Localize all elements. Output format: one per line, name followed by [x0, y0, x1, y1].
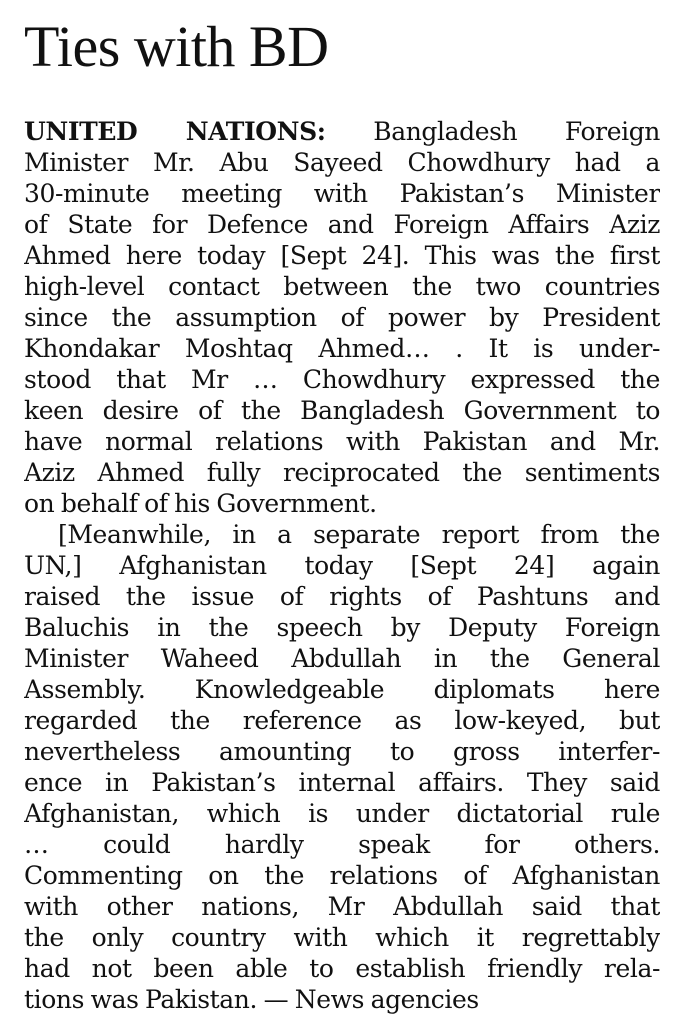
- paragraph-2: [24, 519, 660, 1015]
- news-article: [24, 0, 660, 1015]
- text-line: had not been able to establish friendly rela-: [24, 954, 660, 983]
- text-line: … could hardly speak for others.: [24, 830, 660, 859]
- text-line: Afghanistan, which is under dictatorial rule: [24, 799, 660, 828]
- text-line: raised the issue of rights of Pashtuns and: [24, 582, 660, 611]
- headline: Ties with BD: [24, 14, 329, 79]
- text-line: on behalf of his Government.: [24, 489, 377, 518]
- text-line: Khondakar Moshtaq Ahmed… . It is under-: [24, 334, 660, 363]
- text-line: with other nations, Mr Abdullah said that: [24, 892, 660, 921]
- paragraph-1: [24, 116, 660, 519]
- text-line: regarded the reference as low-keyed, but: [24, 706, 660, 735]
- text-line: Assembly. Knowledgeable diplomats here: [24, 675, 660, 704]
- text-line: nevertheless amounting to gross interfer-: [24, 737, 660, 766]
- text-line: stood that Mr … Chowdhury expressed the: [24, 365, 660, 394]
- text-line: ence in Pakistan’s internal affairs. They said: [24, 768, 660, 797]
- text-line: Ahmed here today [Sept 24]. This was the first: [24, 241, 660, 270]
- text-line: since the assumption of power by President: [24, 303, 660, 332]
- text-line: tions was Pakistan. — News agencies: [24, 985, 479, 1014]
- text-line: Aziz Ahmed fully reciprocated the sentiments: [24, 458, 660, 487]
- text-line: Minister Waheed Abdullah in the General: [24, 644, 660, 673]
- dateline: UNITED NATIONS:: [24, 117, 326, 146]
- text-line: Baluchis in the speech by Deputy Foreign: [24, 613, 660, 642]
- text-line-content: Bangladesh Foreign: [325, 117, 660, 146]
- text-line: Minister Mr. Abu Sayeed Chowdhury had a: [24, 148, 660, 177]
- text-line: keen desire of the Bangladesh Government to: [24, 396, 660, 425]
- text-line: Commenting on the relations of Afghanistan: [24, 861, 660, 890]
- text-line: [24, 116, 660, 147]
- text-line: UN,] Afghanistan today [Sept 24] again: [24, 551, 660, 580]
- text-line: of State for Defence and Foreign Affairs Aziz: [24, 210, 660, 239]
- text-line: have normal relations with Pakistan and Mr.: [24, 427, 660, 456]
- text-line: 30-minute meeting with Pakistan’s Minister: [24, 179, 660, 208]
- text-line: the only country with which it regrettably: [24, 923, 660, 952]
- article-body: [24, 116, 660, 1015]
- text-line: high-level contact between the two countries: [24, 272, 660, 301]
- text-line: [Meanwhile, in a separate report from the: [58, 520, 660, 549]
